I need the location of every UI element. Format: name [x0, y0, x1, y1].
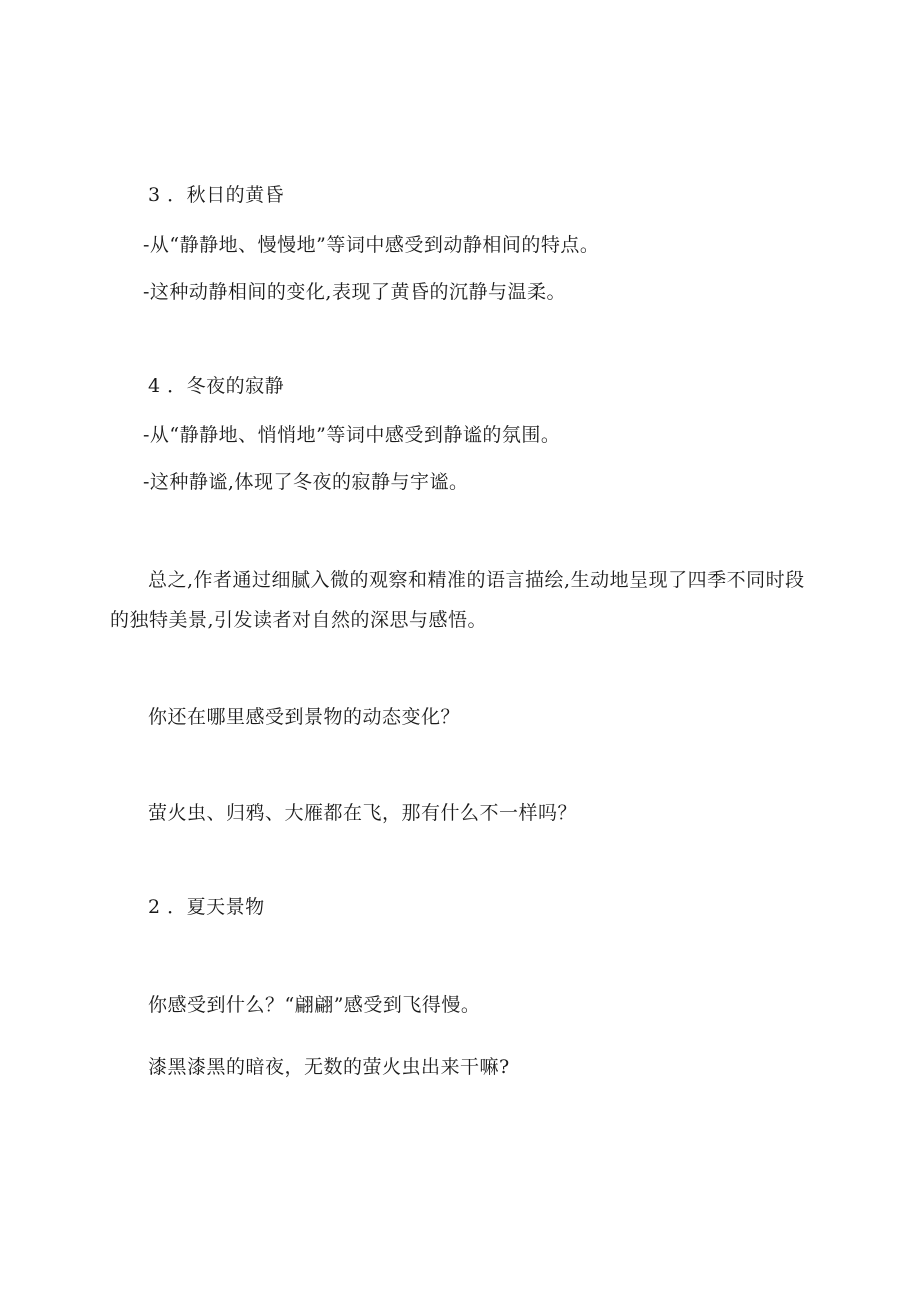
summary-paragraph: 总之,作者通过细腻入微的观察和精准的语言描绘,生动地呈现了四季不同时段的独特美景,引发读者对自然的深思与感悟。: [110, 569, 805, 631]
autumn-point-2: -这种动静相间的变化,表现了黄昏的沉静与温柔。: [143, 281, 566, 303]
question-dynamic-change: 你还在哪里感受到景物的动态变化？: [148, 706, 461, 728]
winter-heading: 4 ．冬夜的寂静: [148, 375, 285, 397]
autumn-heading: 3 ．秋日的黄昏: [148, 184, 285, 206]
winter-point-1: -从“静静地、悄悄地”等词中感受到静谧的氛围。: [143, 424, 561, 446]
winter-point-2: -这种静谧,体现了冬夜的寂静与宇谧。: [143, 471, 469, 493]
autumn-point-1: -从“静静地、慢慢地”等词中感受到动静相间的特点。: [143, 234, 600, 256]
summer-line-2: 漆黑漆黑的暗夜，无数的萤火虫出来干嘛?: [148, 1056, 510, 1078]
summer-line-1: 你感受到什么？“翩翩”感受到飞得慢。: [148, 994, 481, 1016]
question-flying-creatures: 萤火虫、归鸦、大雁都在飞，那有什么不一样吗？: [148, 802, 578, 824]
summer-heading: 2 ．夏天景物: [148, 896, 265, 918]
